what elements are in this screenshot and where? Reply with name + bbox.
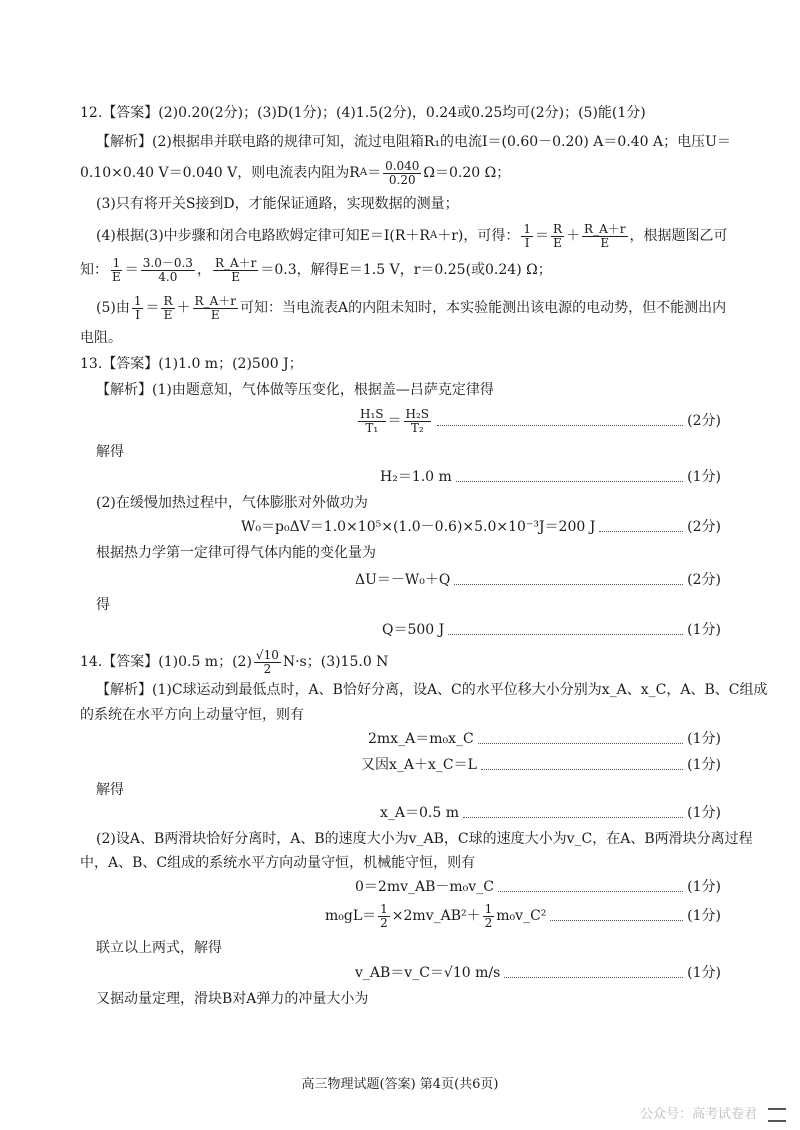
leader-dots bbox=[478, 742, 683, 744]
q12-analysis-line3: (3)只有将开关S接到D，才能保证通路，实现数据的测量； bbox=[96, 196, 459, 212]
leader-dots bbox=[463, 816, 683, 818]
fraction: $\frac{\text{H₂S}}{\text{T₂}}$ bbox=[405, 406, 429, 435]
q13-answer: 13.【答案】(1)1.0 m；(2)500 J； bbox=[80, 356, 303, 372]
score: (1分) bbox=[687, 731, 721, 747]
q14-eq1: 2mx_A＝m₀x_C (1分) bbox=[368, 731, 721, 747]
q13-eq2: H₂＝1.0 m (1分) bbox=[380, 469, 721, 485]
q14-text: 解得 bbox=[96, 782, 124, 798]
fraction: $\frac{R\_A+r}{E}$ bbox=[194, 293, 236, 322]
q14-analysis-line5: 中，A、B、C组成的系统水平方向动量守恒，机械能守恒，则有 bbox=[80, 855, 476, 871]
leader-dots bbox=[437, 424, 683, 426]
fraction: $\frac{R}{E}$ bbox=[163, 293, 173, 322]
q14-analysis-line2: 的系统在水平方向上动量守恒，则有 bbox=[80, 707, 304, 723]
fraction: $\frac{R\_A+r}{E}$ bbox=[584, 221, 626, 250]
q14-eq2: 又因x_A＋x_C＝L (1分) bbox=[361, 757, 721, 773]
fraction: $\frac{0.040}{0.20}$ bbox=[385, 158, 420, 187]
fraction: $\frac{1}{2}$ bbox=[484, 901, 493, 930]
q13-text: 解得 bbox=[96, 444, 124, 460]
fraction: $\frac{3.0-0.3}{4.0}$ bbox=[142, 255, 193, 284]
fraction: $\frac{1}{2}$ bbox=[380, 901, 388, 930]
q14-eq4: 0＝2mv_AB－m₀v_C (1分) bbox=[355, 879, 721, 895]
corner-mark bbox=[768, 1108, 786, 1122]
leader-dots bbox=[504, 976, 683, 978]
q13-text: 根据热力学第一定律可得气体内能的变化量为 bbox=[96, 545, 376, 561]
leader-dots bbox=[599, 530, 683, 532]
score: (1分) bbox=[687, 757, 721, 773]
fraction: $\frac{\text{H₁S}}{\text{T₁}}$ bbox=[360, 406, 384, 435]
fraction: $\frac{1}{I}$ bbox=[133, 293, 142, 322]
q14-eq3: x_A＝0.5 m (1分) bbox=[380, 805, 721, 821]
q12-analysis-line6: (5)由 $\frac{1}{I}$ ＝ $\frac{R}{E}$ ＋ $\frac{R\_A+r}{E}$ 可知：当电流表A的内阻未知时，本实验能测出该电源的电动势，但不能测出内 bbox=[96, 293, 727, 322]
leader-dots bbox=[481, 768, 683, 770]
score: (1分) bbox=[687, 879, 721, 895]
fraction: $\frac{R}{E}$ bbox=[553, 221, 563, 250]
score: (1分) bbox=[687, 622, 721, 638]
q14-analysis-line4: (2)设A、B两滑块恰好分离时，A、B的速度大小为v_AB，C球的速度大小为v_C，在A、B两滑块分离过程 bbox=[96, 831, 753, 847]
score: (1分) bbox=[687, 908, 721, 924]
score: (2分) bbox=[687, 572, 721, 588]
watermark: 公众号：高考试卷君 bbox=[640, 1107, 758, 1122]
q13-eq1: $\frac{\text{H₁S}}{\text{T₁}}$ ＝ $\frac{\text{H₂S}}{\text{T₂}}$ (2分) bbox=[360, 406, 721, 435]
q14-analysis-line7: 又据动量定理，滑块B对A弹力的冲量大小为 bbox=[96, 991, 369, 1007]
fraction: $\frac{1}{I}$ bbox=[523, 221, 531, 250]
fraction: $\frac{√10}{2}$ bbox=[255, 647, 279, 676]
score: (2分) bbox=[687, 519, 721, 535]
q13-text: (2)在缓慢加热过程中，气体膨胀对外做功为 bbox=[96, 495, 368, 511]
q14-answer: 14.【答案】(1)0.5 m；(2) $\frac{√10}{2}$ N·s；(3)15.0 N bbox=[80, 647, 389, 676]
score: (1分) bbox=[687, 965, 721, 981]
score: (1分) bbox=[687, 469, 721, 485]
q12-analysis-line4: (4)根据(3)中步骤和闭合电路欧姆定律可知E＝I(R＋R A ＋r)，可得： $\frac{1}{I}$ ＝ $\frac{R}{E}$ ＋ $\frac{R\_A+r}{E}$ ，根据题图乙可 bbox=[96, 221, 728, 250]
leader-dots bbox=[448, 633, 683, 635]
q13-eq4: ΔU＝－W₀＋Q (2分) bbox=[355, 572, 721, 588]
page-footer: 高三物理试题(答案) 第4页(共6页) bbox=[301, 1077, 499, 1092]
score: (1分) bbox=[687, 805, 721, 821]
q12-analysis-line7: 电阻。 bbox=[80, 330, 122, 346]
leader-dots bbox=[550, 919, 683, 921]
q13-eq5: Q＝500 J (1分) bbox=[382, 622, 721, 638]
q14-eq6: v_AB＝v_C＝√10 m/s (1分) bbox=[355, 965, 721, 981]
leader-dots bbox=[498, 890, 683, 892]
q12-analysis-line1: 【解析】(2)根据串并联电路的规律可知，流过电阻箱R₁的电流I＝(0.60－0.20) A＝0.40 A；电压U＝ bbox=[96, 134, 731, 150]
q14-analysis-line1: 【解析】(1)C球运动到最低点时，A、B恰好分离，设A、C的水平位移大小分别为x_A、x_C，A、B、C组成 bbox=[96, 682, 768, 698]
q12-analysis-line2: 0.10×0.40 V＝0.040 V，则电流表内阻为R A ＝ $\frac{0.040}{0.20}$ Ω＝0.20 Ω； bbox=[80, 158, 511, 187]
leader-dots bbox=[456, 480, 683, 482]
q13-eq3: W₀＝p₀ΔV＝1.0×10⁵×(1.0－0.6)×5.0×10⁻³J＝200 J (2分) bbox=[241, 519, 721, 535]
q13-analysis-line1: 【解析】(1)由题意知，气体做等压变化，根据盖—吕萨克定律得 bbox=[96, 382, 494, 398]
q13-text: 得 bbox=[96, 597, 110, 613]
q14-text: 联立以上两式，解得 bbox=[96, 940, 222, 956]
score: (2分) bbox=[687, 413, 721, 429]
fraction: $\frac{R\_A+r}{E}$ bbox=[214, 255, 257, 284]
leader-dots bbox=[454, 583, 683, 585]
q12-analysis-line5: 知： $\frac{1}{E}$ ＝ $\frac{3.0-0.3}{4.0}$ ， $\frac{R\_A+r}{E}$ ＝0.3，解得E＝1.5 V，r＝0.25(或0.24) Ω； bbox=[80, 255, 552, 284]
q14-eq5: m₀gL＝ $\frac{1}{2}$ ×2mv_AB²＋ $\frac{1}{2}$ m₀v_C² (1分) bbox=[325, 901, 721, 930]
q12-answer: 12.【答案】(2)0.20(2分)；(3)D(1分)；(4)1.5(2分)，0.24或0.25均可(2分)；(5)能(1分) bbox=[80, 105, 646, 121]
fraction: $\frac{1}{E}$ bbox=[112, 255, 121, 284]
